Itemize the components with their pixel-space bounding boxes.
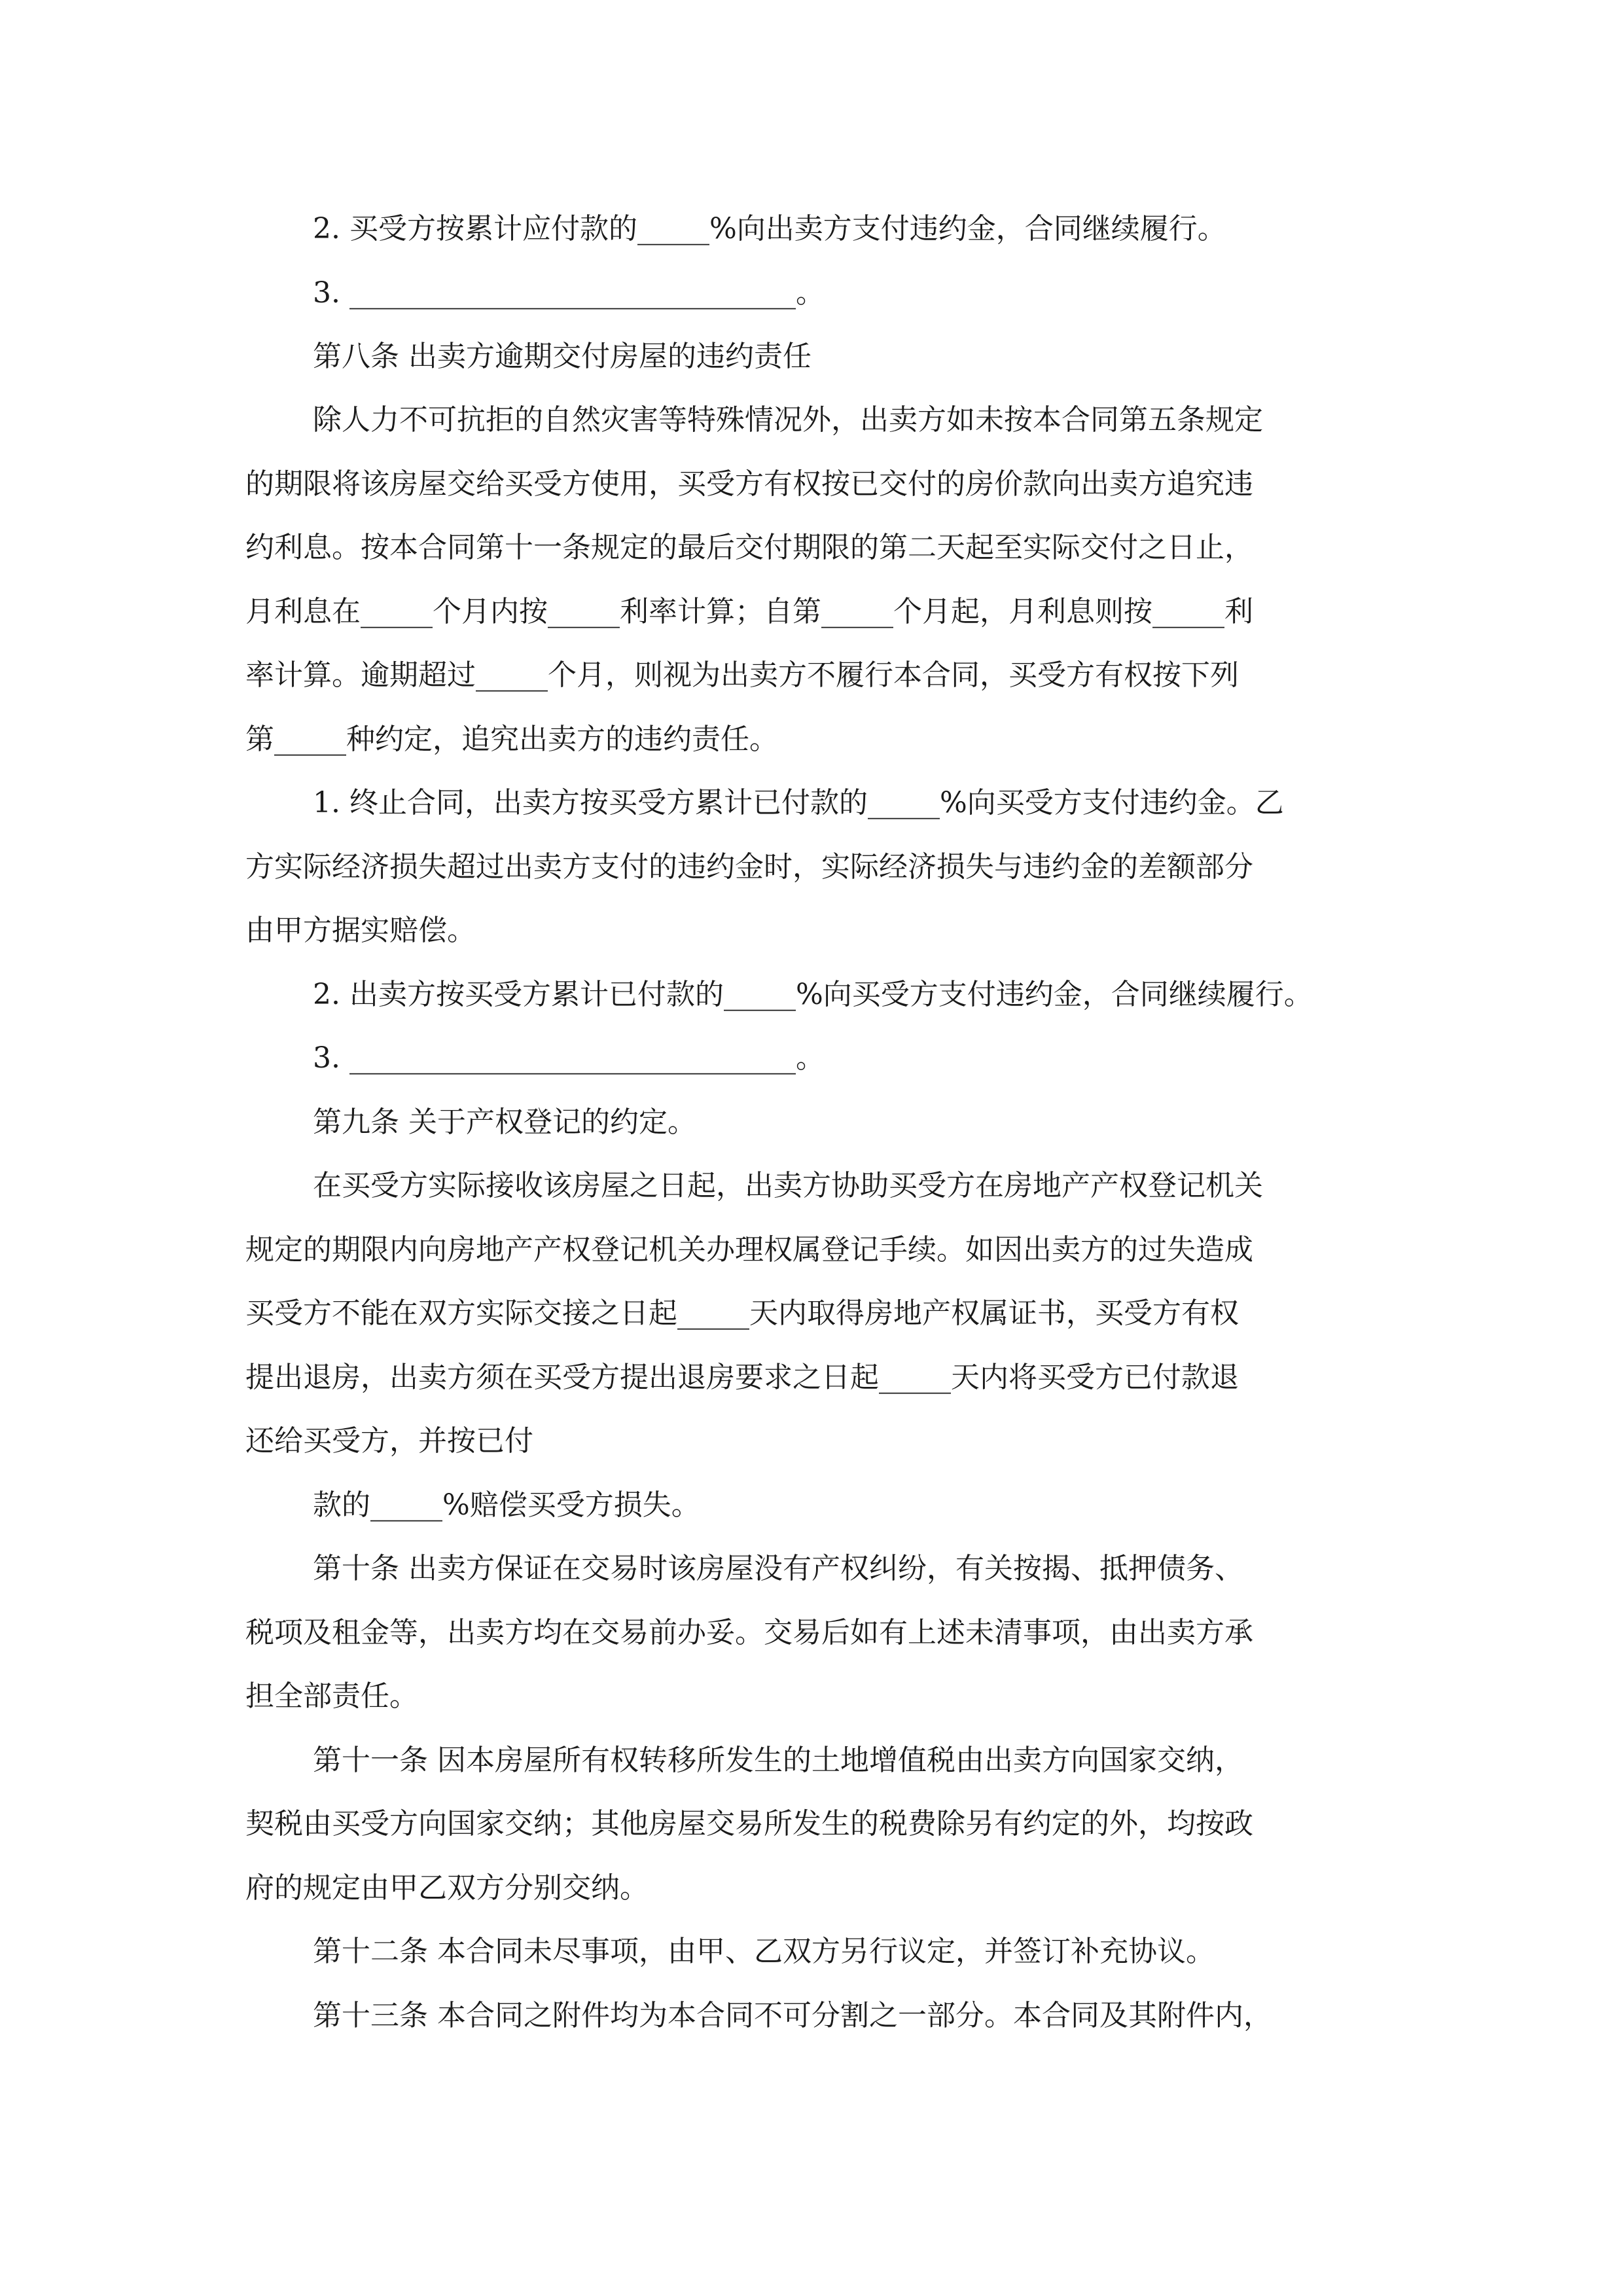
text-line: 第十三条 本合同之附件均为本合同不可分割之一部分。本合同及其附件内，	[313, 1999, 1272, 2032]
text-line: 规定的期限内向房地产产权登记机关办理权属登记手续。如因出卖方的过失造成	[245, 1233, 1253, 1266]
text-line: 府的规定由甲乙双方分别交纳。	[245, 1871, 649, 1905]
text-line: 第十一条 因本房屋所有权转移所发生的土地增值税由出卖方向国家交纳，	[313, 1744, 1243, 1777]
text-line: 约利息。按本合同第十一条规定的最后交付期限的第二天起至实际交付之日止，	[245, 531, 1253, 564]
text-line: 的期限将该房屋交给买受方使用，买受方有权按已交付的房价款向出卖方追究违	[245, 467, 1253, 501]
text-line: 第十二条 本合同未尽事项，由甲、乙双方另行议定，并签订补充协议。	[313, 1935, 1215, 1968]
text-line: 第_____种约定，追究出卖方的违约责任。	[245, 723, 778, 756]
text-line: 第十条 出卖方保证在交易时该房屋没有产权纠纷，有关按揭、抵押债务、	[313, 1552, 1243, 1585]
text-line: 款的_____%赔偿买受方损失。	[313, 1488, 700, 1522]
text-line: 由甲方据实赔偿。	[245, 914, 476, 947]
text-line: 方实际经济损失超过出卖方支付的违约金时，实际经济损失与违约金的差额部分	[245, 850, 1253, 884]
text-line: 税项及租金等，出卖方均在交易前办妥。交易后如有上述未清事项，由出卖方承	[245, 1616, 1253, 1649]
section-heading: 第九条 关于产权登记的约定。	[313, 1105, 696, 1139]
text-line: 买受方不能在双方实际交接之日起_____天内取得房地产权属证书，买受方有权	[245, 1297, 1239, 1330]
section-heading: 第八条 出卖方逾期交付房屋的违约责任	[313, 340, 812, 373]
text-line: 月利息在_____个月内按_____利率计算；自第_____个月起，月利息则按_____利	[245, 595, 1253, 628]
text-line: 3. _______________________________。	[313, 276, 825, 310]
text-line: 在买受方实际接收该房屋之日起，出卖方协助买受方在房地产产权登记机关	[313, 1169, 1263, 1202]
text-line: 担全部责任。	[245, 1679, 418, 1713]
text-line: 2. 买受方按累计应付款的_____%向出卖方支付违约金，合同继续履行。	[313, 212, 1226, 245]
text-line: 契税由买受方向国家交纳；其他房屋交易所发生的税费除另有约定的外，均按政	[245, 1807, 1253, 1840]
text-line: 3. _______________________________。	[313, 1041, 825, 1075]
text-line: 除人力不可抗拒的自然灾害等特殊情况外，出卖方如未按本合同第五条规定	[313, 403, 1263, 437]
text-line: 率计算。逾期超过_____个月，则视为出卖方不履行本合同，买受方有权按下列	[245, 658, 1239, 692]
text-line: 2. 出卖方按买受方累计已付款的_____%向买受方支付违约金，合同继续履行。	[313, 978, 1313, 1011]
text-line: 还给买受方，并按已付	[245, 1424, 533, 1458]
text-line: 提出退房，出卖方须在买受方提出退房要求之日起_____天内将买受方已付款退	[245, 1361, 1239, 1394]
text-line: 1. 终止合同，出卖方按买受方累计已付款的_____%向买受方支付违约金。乙	[313, 786, 1284, 819]
